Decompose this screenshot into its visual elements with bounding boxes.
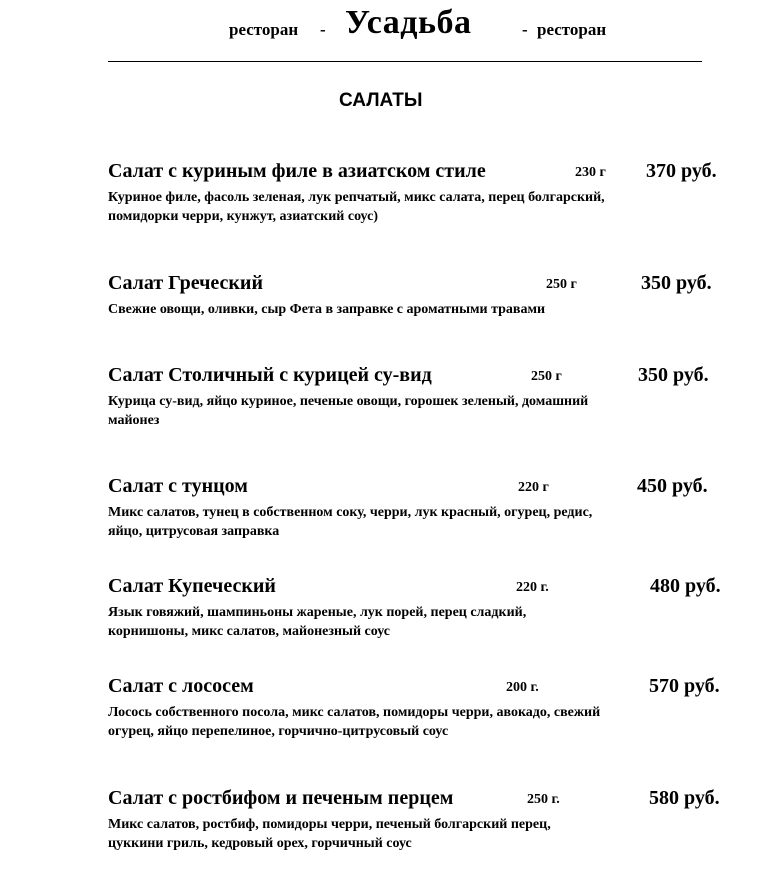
item-description-line: корнишоны, микс салатов, майонезный соус: [108, 624, 390, 639]
item-description: [108, 503, 748, 541]
item-price: 350 руб.: [641, 272, 712, 294]
header-divider: [108, 61, 702, 62]
item-description: [108, 392, 748, 430]
item-description: [108, 703, 748, 741]
item-description-line: огурец, яйцо перепелиное, горчично-цитрусовый соус: [108, 724, 449, 739]
item-description-line: Лосось собственного посола, микс салатов, помидоры черри, авокадо, свежий: [108, 705, 601, 720]
item-weight: 250 г.: [527, 792, 560, 807]
item-description-line: цуккини гриль, кедровый орех, горчичный соус: [108, 836, 412, 851]
item-name: Салат Купеческий: [108, 575, 276, 597]
item-description-line: Свежие овощи, оливки, сыр Фета в заправке с ароматными травами: [108, 302, 546, 317]
item-description-line: помидорки черри, кунжут, азиатский соус): [108, 209, 378, 224]
item-weight: 250 г: [546, 277, 577, 292]
item-name: Салат Столичный с курицей су-вид: [108, 364, 432, 386]
item-description: [108, 815, 748, 853]
item-weight: 200 г.: [506, 680, 539, 695]
item-price: 480 руб.: [650, 575, 721, 597]
item-price: 350 руб.: [638, 364, 709, 386]
restaurant-name: Усадьба: [345, 4, 472, 41]
item-price: 580 руб.: [649, 787, 720, 809]
item-price: 450 руб.: [637, 475, 708, 497]
item-weight: 250 г: [531, 369, 562, 384]
item-name: Салат Греческий: [108, 272, 263, 294]
item-description: [108, 188, 748, 226]
item-name: Салат с лососем: [108, 675, 254, 697]
menu-header: [0, 0, 784, 60]
item-weight: 220 г.: [516, 580, 549, 595]
item-name: Салат с тунцом: [108, 475, 248, 497]
item-description-line: Куриное филе, фасоль зеленая, лук репчатый, микс салата, перец болгарский,: [108, 190, 605, 205]
section-title: САЛАТЫ: [339, 90, 423, 111]
item-weight: 230 г: [575, 165, 606, 180]
item-description-line: Язык говяжий, шампиньоны жареные, лук порей, перец сладкий,: [108, 605, 527, 620]
item-description-line: яйцо, цитрусовая заправка: [108, 524, 280, 539]
item-description: [108, 603, 748, 641]
item-description-line: майонез: [108, 413, 160, 428]
item-description: [108, 300, 748, 319]
item-description-line: Микс салатов, тунец в собственном соку, черри, лук красный, огурец, редис,: [108, 505, 593, 520]
header-left-word: ресторан: [229, 20, 299, 39]
header-right-word: ресторан: [537, 20, 607, 39]
item-description-line: Курица су-вид, яйцо куриное, печеные овощи, горошек зеленый, домашний: [108, 394, 589, 409]
item-name: Салат с куриным филе в азиатском стиле: [108, 160, 486, 182]
header-right-dash: -: [522, 20, 528, 39]
item-description-line: Микс салатов, ростбиф, помидоры черри, печеный болгарский перец,: [108, 817, 551, 832]
item-price: 370 руб.: [646, 160, 717, 182]
header-left-dash: -: [320, 20, 326, 39]
item-price: 570 руб.: [649, 675, 720, 697]
item-weight: 220 г: [518, 480, 549, 495]
item-name: Салат с ростбифом и печеным перцем: [108, 787, 454, 809]
